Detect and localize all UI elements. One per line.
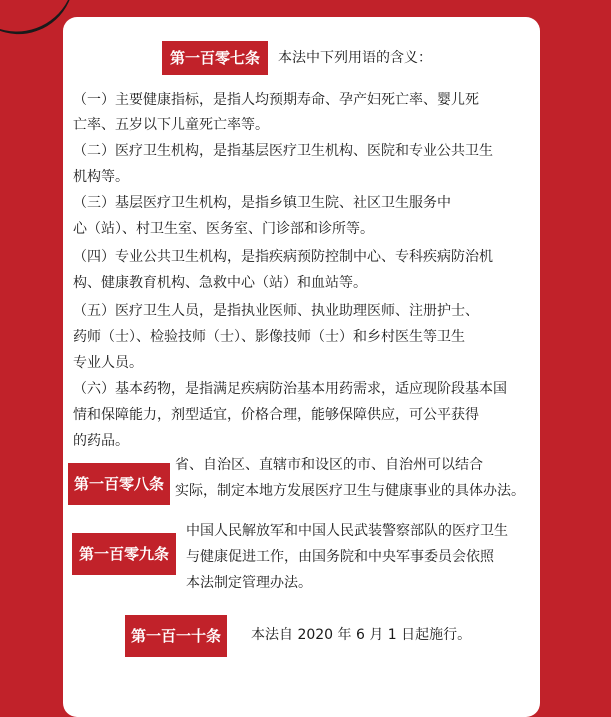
article-109-line: 本法制定管理办法。	[186, 575, 312, 591]
article-107-line: 构、健康教育机构、急救中心（站）和血站等。	[73, 275, 367, 291]
article-107-line: 的药品。	[73, 433, 129, 449]
article-110-text: 本法自 2020 年 6 月 1 日起施行。	[251, 627, 472, 643]
article-109-line: 中国人民解放军和中国人民武装警察部队的医疗卫生	[186, 523, 508, 539]
article-108-line: 实际，制定本地方发展医疗卫生与健康事业的具体办法。	[175, 483, 525, 499]
article-107-line: 情和保障能力，剂型适宜，价格合理，能够保障供应，可公平获得	[73, 407, 479, 423]
article-108-line: 省、自治区、直辖市和设区的市、自治州可以结合	[175, 457, 483, 473]
article-107-line: （六）基本药物，是指满足疾病防治基本用药需求，适应现阶段基本国	[73, 381, 507, 397]
article-107-line: （一）主要健康指标，是指人均预期寿命、孕产妇死亡率、婴儿死	[73, 92, 479, 108]
article-107-line: （二）医疗卫生机构，是指基层医疗卫生机构、医院和专业公共卫生	[73, 143, 493, 159]
article-107-line: 专业人员。	[73, 355, 143, 371]
article-107-line: 药师（士）、检验技师（士）、影像技师（士）和乡村医生等卫生	[73, 329, 465, 345]
article-107-line: 机构等。	[73, 169, 129, 185]
article-110-tag: 第一百一十条	[125, 615, 227, 657]
article-107-line: （四）专业公共卫生机构，是指疾病预防控制中心、专科疾病防治机	[73, 249, 493, 265]
article-108-tag: 第一百零八条	[68, 463, 170, 505]
article-107-line: （三）基层医疗卫生机构，是指乡镇卫生院、社区卫生服务中	[73, 195, 451, 211]
article-109-line: 与健康促进工作，由国务院和中央军事委员会依照	[186, 549, 494, 565]
article-107-line: 亡率、五岁以下儿童死亡率等。	[73, 117, 269, 133]
article-107-intro: 本法中下列用语的含义：	[278, 50, 432, 66]
article-107-line: 心（站）、村卫生室、医务室、门诊部和诊所等。	[73, 221, 374, 237]
article-107-line: （五）医疗卫生人员，是指执业医师、执业助理医师、注册护士、	[73, 303, 479, 319]
article-107-tag: 第一百零七条	[162, 41, 268, 75]
article-109-tag: 第一百零九条	[72, 533, 176, 575]
